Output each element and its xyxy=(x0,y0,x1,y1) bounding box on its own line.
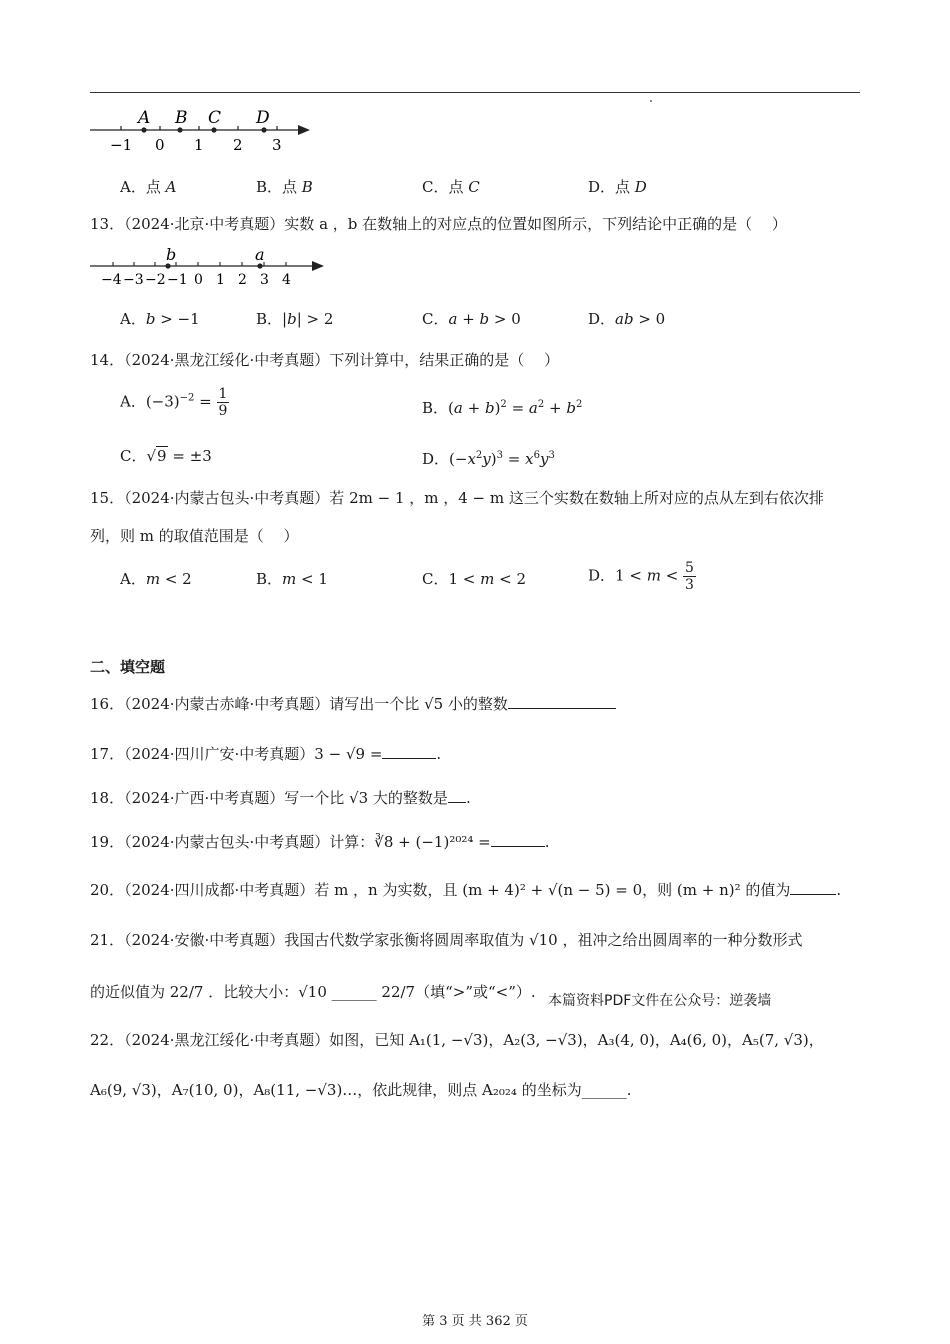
tick-label: 3 xyxy=(260,272,269,288)
q13-option-d: D．ab > 0 xyxy=(588,310,666,328)
tick-label: 0 xyxy=(155,136,165,154)
q15-option-b: B．m < 1 xyxy=(256,570,328,588)
q14-option-c: C．√9 = ±3 xyxy=(120,447,212,465)
q14-option-d: D．$(-x^2y)^3 = x^6y^3$ xyxy=(422,450,555,468)
q17: 17．（2024·四川广安·中考真题）3 − √9 = . xyxy=(90,745,442,763)
q12-option-c: C．点 C xyxy=(422,178,480,196)
stray-dot xyxy=(650,100,652,102)
q13-option-a: A．b > −1 xyxy=(120,310,200,328)
q12-number-line xyxy=(88,104,318,154)
tick-label: −1 xyxy=(110,136,133,154)
q18: 18．（2024·广西·中考真题）写一个比 √3 大的整数是 . xyxy=(90,789,471,807)
tick-label: 4 xyxy=(282,272,291,288)
q14-option-b: B．$(a + b)^2 = a^2 + b^2$ xyxy=(422,399,583,417)
q15-stem-line1: 15．（2024·内蒙古包头·中考真题）若 2m − 1 ，m ，4 − m 这三个实数在数轴上所对应的点从左到右依次排 xyxy=(90,489,824,507)
watermark-note: 本篇资料PDF文件在公众号：逆袭墙 xyxy=(548,993,772,1009)
q15-stem-line2: 列，则 m 的取值范围是（ ） xyxy=(90,527,299,545)
q16: 16．（2024·内蒙古赤峰·中考真题）请写出一个比 √5 小的整数 xyxy=(90,694,616,714)
tick-label: 2 xyxy=(238,272,247,288)
point-label-b: b xyxy=(166,245,177,264)
q22-line2: A₆(9, √3)，A₇(10, 0)，A₈(11, −√3)…，依此规律，则点 A₂₀₂₄ 的坐标为______. xyxy=(90,1081,632,1099)
q14-option-a: A．$(-3)^{-2}$ = $\frac{1}{9}$ xyxy=(120,386,228,419)
tick-label: 2 xyxy=(233,136,243,154)
q12-option-a: A．点 A xyxy=(120,178,177,196)
tick-label: −2 xyxy=(145,272,166,288)
tick-label: 1 xyxy=(194,136,204,154)
header-rule xyxy=(90,92,860,93)
point-label-b: B xyxy=(175,108,188,128)
tick-label: −1 xyxy=(167,272,188,288)
tick-label: 1 xyxy=(216,272,225,288)
tick-label: −4 xyxy=(101,272,122,288)
q13-number-line xyxy=(88,244,328,290)
section-title: 二、填空题 xyxy=(90,658,166,676)
q21-line2: 的近似值为 22/7 ．比较大小：√10 ______ 22/7（填“>”或“<”）. xyxy=(90,983,536,1001)
q12-option-b: B．点 B xyxy=(256,178,313,196)
point-label-a: A xyxy=(138,108,151,128)
tick-label: 3 xyxy=(272,136,282,154)
q13-option-b: B．|b| > 2 xyxy=(256,310,334,328)
q15-option-c: C．1 < m < 2 xyxy=(422,570,527,588)
q21-line1: 21．（2024·安徽·中考真题）我国古代数学家张衡将圆周率取值为 √10 ，祖冲之给出圆周率的一种分数形式 xyxy=(90,931,803,949)
q13-stem: 13．（2024·北京·中考真题）实数 a ，b 在数轴上的对应点的位置如图所示，下列结论中正确的是（ ） xyxy=(90,215,787,233)
q15-option-a: A．m < 2 xyxy=(120,570,192,588)
q19: 19．（2024·内蒙古包头·中考真题）计算：∛8 + (−1)²⁰²⁴ = . xyxy=(90,833,550,851)
point-label-c: C xyxy=(208,108,222,128)
q22-line1: 22．（2024·黑龙江绥化·中考真题）如图，已知 A₁(1, −√3)，A₂(3, −√3)，A₃(4, 0)，A₄(6, 0)，A₅(7, √3)， xyxy=(90,1031,824,1049)
q15-option-d: D．1 < m < $\frac{5}{3}$ xyxy=(588,560,694,593)
tick-label: −3 xyxy=(123,272,144,288)
q13-option-c: C．a + b > 0 xyxy=(422,310,521,328)
q12-option-d: D．点 D xyxy=(588,178,647,196)
q20: 20．（2024·四川成都·中考真题）若 m ，n 为实数，且 (m + 4)² + √(n − 5) = 0，则 (m + n)² 的值为 . xyxy=(90,881,842,899)
q14-stem: 14．（2024·黑龙江绥化·中考真题）下列计算中，结果正确的是（ ） xyxy=(90,351,560,369)
point-label-d: D xyxy=(256,108,270,128)
page-footer: 第 3 页 共 362 页 xyxy=(422,1314,528,1329)
tick-label: 0 xyxy=(194,272,203,288)
point-label-a: a xyxy=(255,245,265,264)
